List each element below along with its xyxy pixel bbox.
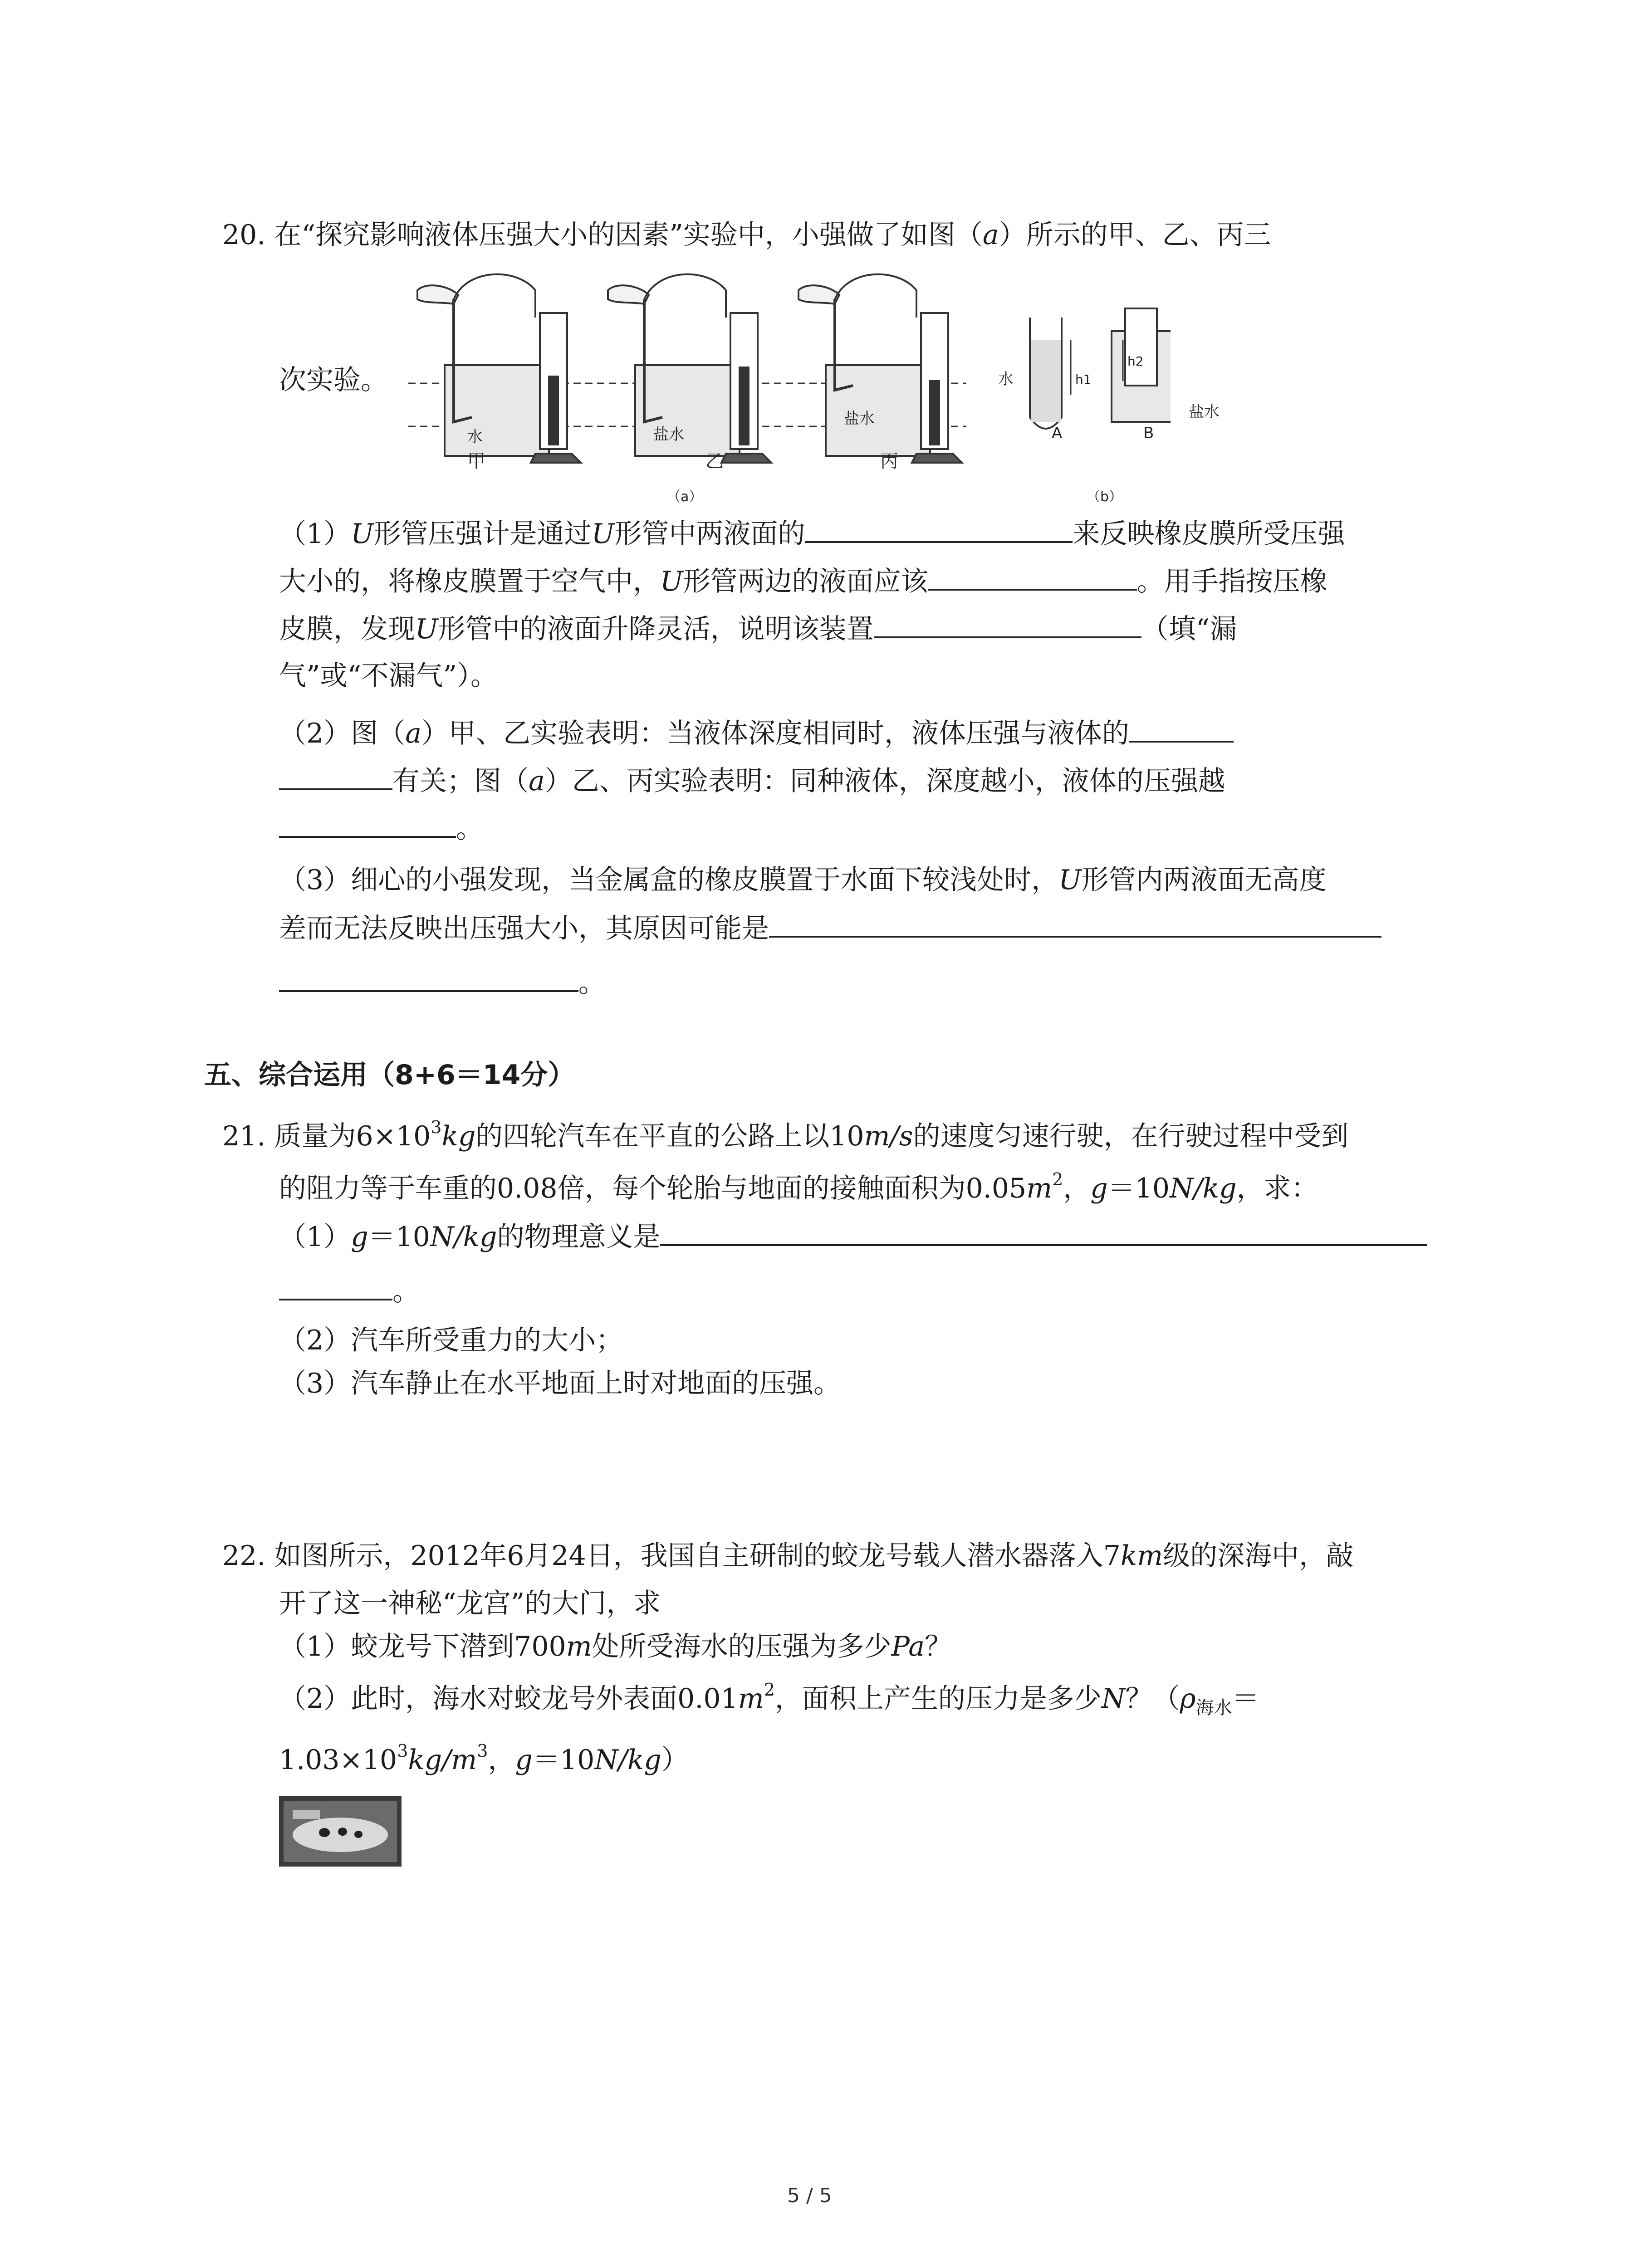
q22-part1: （1）蛟龙号下潜到700m处所受海水的压强为多少Pa？ bbox=[279, 1631, 952, 1662]
q21-line-2: 的阻力等于车重的0.08倍，每个轮胎与地面的接触面积为$0.05m^2$，g＝10N/kg，求： bbox=[279, 1169, 1318, 1204]
label-b-h1: h1 bbox=[1075, 372, 1092, 387]
figure-b-tube-a bbox=[1030, 318, 1071, 429]
q20-figure bbox=[399, 272, 1171, 517]
label-b-b: B bbox=[1143, 424, 1154, 442]
q20-part1-line-2: 大小的，将橡皮膜置于空气中，U形管两边的液面应该 。用手指按压橡 bbox=[279, 562, 1327, 600]
q21-part3: （3）汽车静止在水平地面上时对地面的压强。 bbox=[279, 1368, 841, 1399]
q21-part2: （2）汽车所受重力的大小； bbox=[279, 1325, 623, 1356]
answer-blank-4a[interactable] bbox=[1129, 714, 1234, 743]
apparatus-jia bbox=[417, 274, 581, 463]
label-bing: 丙 bbox=[880, 451, 898, 472]
section-5-title: 五、综合运用（8+6＝14分） bbox=[204, 1059, 575, 1091]
q21-line-1: 21. 质量为$6\times 10^3kg$的四轮汽车在平直的公路上以10m/s的速度匀速行驶，在行驶过程中受到 bbox=[222, 1117, 1349, 1152]
q22-number: 22. bbox=[222, 1540, 266, 1572]
q22-line-1: 22. 如图所示，2012年6月24日，我国自主研制的蛟龙号载人潜水器落入7km级的深海中，敲 bbox=[222, 1540, 1354, 1572]
caption-b: （b） bbox=[1087, 489, 1123, 505]
label-jia: 甲 bbox=[467, 451, 485, 472]
label-yi: 乙 bbox=[705, 451, 724, 472]
q21-part1-line-2: 。 bbox=[279, 1272, 420, 1310]
label-salt-bing: 盐水 bbox=[844, 410, 875, 428]
q20-part3-line-2: 差而无法反映出压强大小，其原因可能是 bbox=[279, 909, 1381, 947]
answer-blank-5[interactable] bbox=[279, 810, 456, 838]
q20-part2-line-2: 有关；图（a）乙、丙实验表明：同种液体，深度越小，液体的压强越 bbox=[279, 762, 1225, 799]
submersible-photo bbox=[279, 1796, 402, 1867]
q22-part2-cont: $1.03\times 10^3kg/m^3$，g＝10N/kg） bbox=[279, 1741, 689, 1776]
label-b-water: 水 bbox=[998, 370, 1014, 388]
answer-blank-7b[interactable] bbox=[279, 1272, 392, 1300]
answer-blank-4b[interactable] bbox=[279, 762, 392, 790]
answer-blank-7a[interactable] bbox=[660, 1218, 1427, 1246]
apparatus-yi bbox=[608, 274, 771, 463]
label-salt-yi: 盐水 bbox=[653, 425, 684, 444]
q20-line-1: 20. 在“探究影响液体压强大小的因素”实验中，小强做了如图（a）所示的甲、乙、丙三 bbox=[222, 219, 1271, 251]
page-number: 5 / 5 bbox=[787, 2184, 832, 2207]
answer-blank-1[interactable] bbox=[805, 515, 1073, 543]
label-b-h2: h2 bbox=[1127, 354, 1144, 369]
q20-part1-line-4: 气”或“不漏气”）。 bbox=[279, 660, 498, 692]
q20-part1-line-3: 皮膜，发现U形管中的液面升降灵活，说明该装置 （填“漏 bbox=[279, 610, 1237, 647]
label-water-jia: 水 bbox=[467, 428, 483, 446]
q20-part3-line-1: （3）细心的小强发现，当金属盒的橡皮膜置于水面下较浅处时，U形管内两液面无高度 bbox=[279, 864, 1327, 896]
label-b-salt: 盐水 bbox=[1189, 403, 1220, 421]
q22-part2: （2）此时，海水对蛟龙号外表面$0.01m^2$，面积上产生的压力是多少N？（$\rho_{海水}=$ bbox=[279, 1680, 1259, 1718]
answer-blank-3[interactable] bbox=[874, 610, 1141, 638]
q21-number: 21. bbox=[222, 1120, 266, 1152]
q20-part1-line-1: （1）U形管压强计是通过U形管中两液面的 来反映橡皮膜所受压强 bbox=[279, 515, 1345, 552]
answer-blank-6a[interactable] bbox=[769, 909, 1381, 938]
apparatus-bing bbox=[798, 274, 962, 463]
q21-part1-line-1: （1）g＝10N/kg的物理意义是 bbox=[279, 1218, 1427, 1255]
q20-number: 20. bbox=[222, 219, 266, 251]
answer-blank-2[interactable] bbox=[928, 562, 1137, 591]
q20-part3-line-3: 。 bbox=[279, 964, 606, 1001]
q20-line-2: 次实验。 bbox=[279, 364, 388, 396]
answer-blank-6b[interactable] bbox=[279, 964, 578, 992]
q22-line-2: 开了这一神秘“龙宫”的大门，求 bbox=[279, 1588, 661, 1619]
caption-a: （a） bbox=[667, 489, 703, 505]
label-b-a: A bbox=[1052, 424, 1063, 442]
q20-part2-line-1: （2）图（a）甲、乙实验表明：当液体深度相同时，液体压强与液体的 bbox=[279, 714, 1234, 752]
q20-part2-line-3: 。 bbox=[279, 810, 483, 847]
